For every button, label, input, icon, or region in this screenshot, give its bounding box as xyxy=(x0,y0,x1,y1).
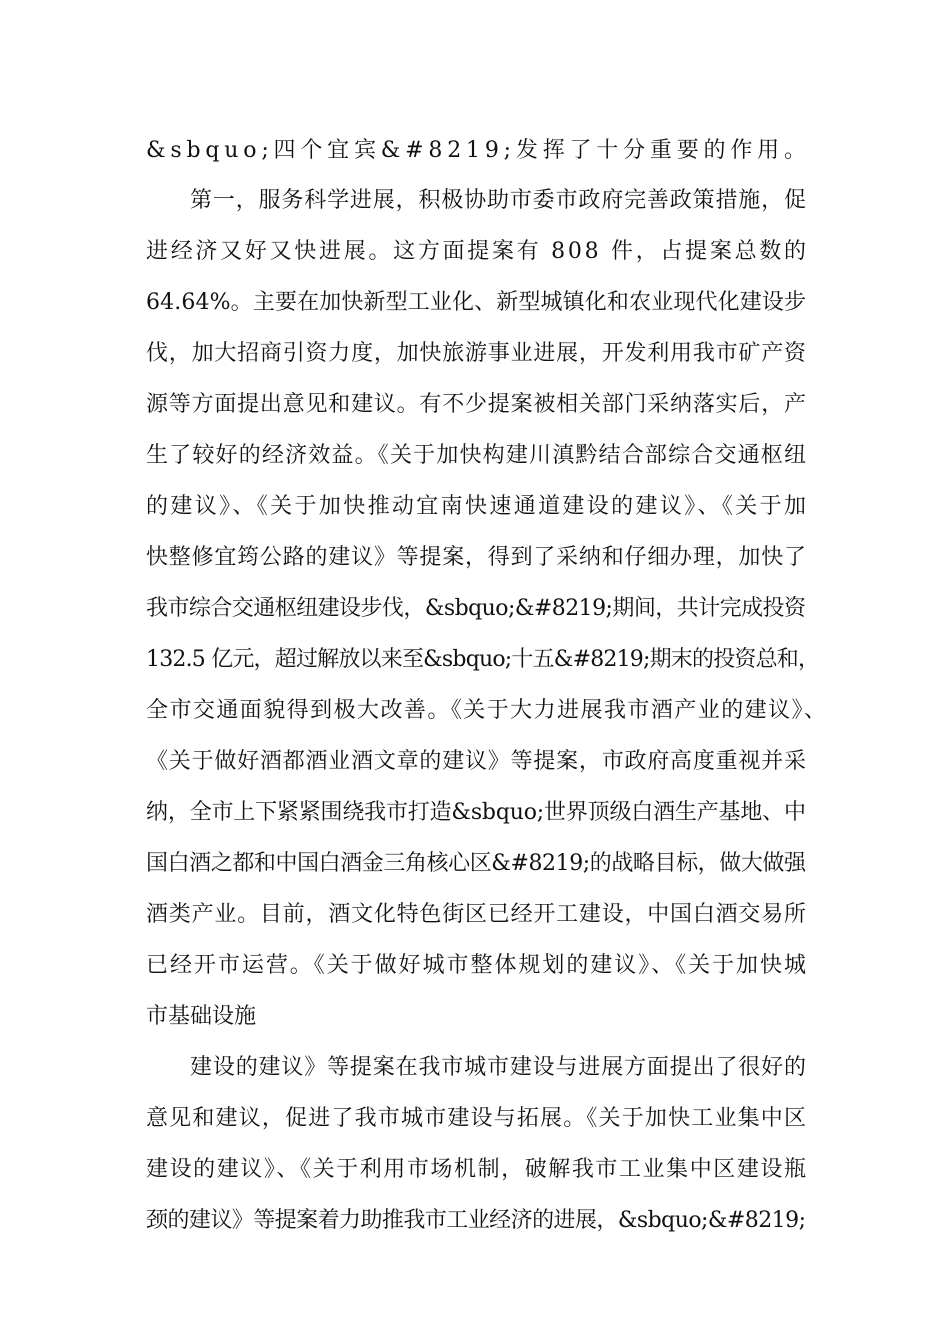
text-line: 64.64%。主要在加快新型工业化、新型城镇化和农业现代化建设步 xyxy=(146,290,807,315)
text-line: 建设的建议》等提案在我市城市建设与进展方面提出了很好的 xyxy=(190,1055,807,1080)
text-line: 建设的建议》、《关于利用市场机制，破解我市工业集中区建设瓶 xyxy=(146,1157,808,1182)
text-line: 快整修宜筠公路的建议》等提案，得到了采纳和仔细办理，加快了 xyxy=(146,545,807,570)
text-line: 第一，服务科学进展，积极协助市委市政府完善政策措施，促 xyxy=(190,188,807,213)
text-line: &sbquo;四个宜宾&#8219;发挥了十分重要的作用。 xyxy=(146,138,811,163)
text-line: 的建议》、《关于加快推动宜南快速通道建设的建议》、《关于加 xyxy=(146,494,809,519)
text-line: 颈的建议》等提案着力助推我市工业经济的进展，&sbquo;&#8219; xyxy=(146,1208,806,1233)
text-line: 意见和建议，促进了我市城市建设与拓展。《关于加快工业集中区 xyxy=(146,1106,808,1131)
text-line: 全市交通面貌得到极大改善。《关于大力进展我市酒产业的建议》、 xyxy=(146,698,828,723)
text-line: 132.5 亿元，超过解放以来至&sbquo;十五&#8219;期末的投资总和， xyxy=(146,647,820,672)
text-line: 已经开市运营。《关于做好城市整体规划的建议》、《关于加快城 xyxy=(146,953,808,978)
text-line: 生了较好的经济效益。《关于加快构建川滇黔结合部综合交通枢纽 xyxy=(146,443,808,468)
text-line: 源等方面提出意见和建议。有不少提案被相关部门采纳落实后，产 xyxy=(146,392,807,417)
text-line: 进经济又好又快进展。这方面提案有 808 件，占提案总数的 xyxy=(146,239,809,264)
text-line: 国白酒之都和中国白酒金三角核心区&#8219;的战略目标，做大做强 xyxy=(146,851,806,876)
text-line: 《关于做好酒都酒业酒文章的建议》等提案，市政府高度重视并采 xyxy=(146,749,807,774)
text-line: 伐，加大招商引资力度，加快旅游事业进展，开发利用我市矿产资 xyxy=(146,341,807,366)
text-line: 酒类产业。目前，酒文化特色街区已经开工建设，中国白酒交易所 xyxy=(146,902,807,927)
text-line: 市基础设施 xyxy=(146,1004,257,1029)
text-line: 纳，全市上下紧紧围绕我市打造&sbquo;世界顶级白酒生产基地、中 xyxy=(146,800,806,825)
text-line: 我市综合交通枢纽建设步伐，&sbquo;&#8219;期间，共计完成投资 xyxy=(146,596,806,621)
